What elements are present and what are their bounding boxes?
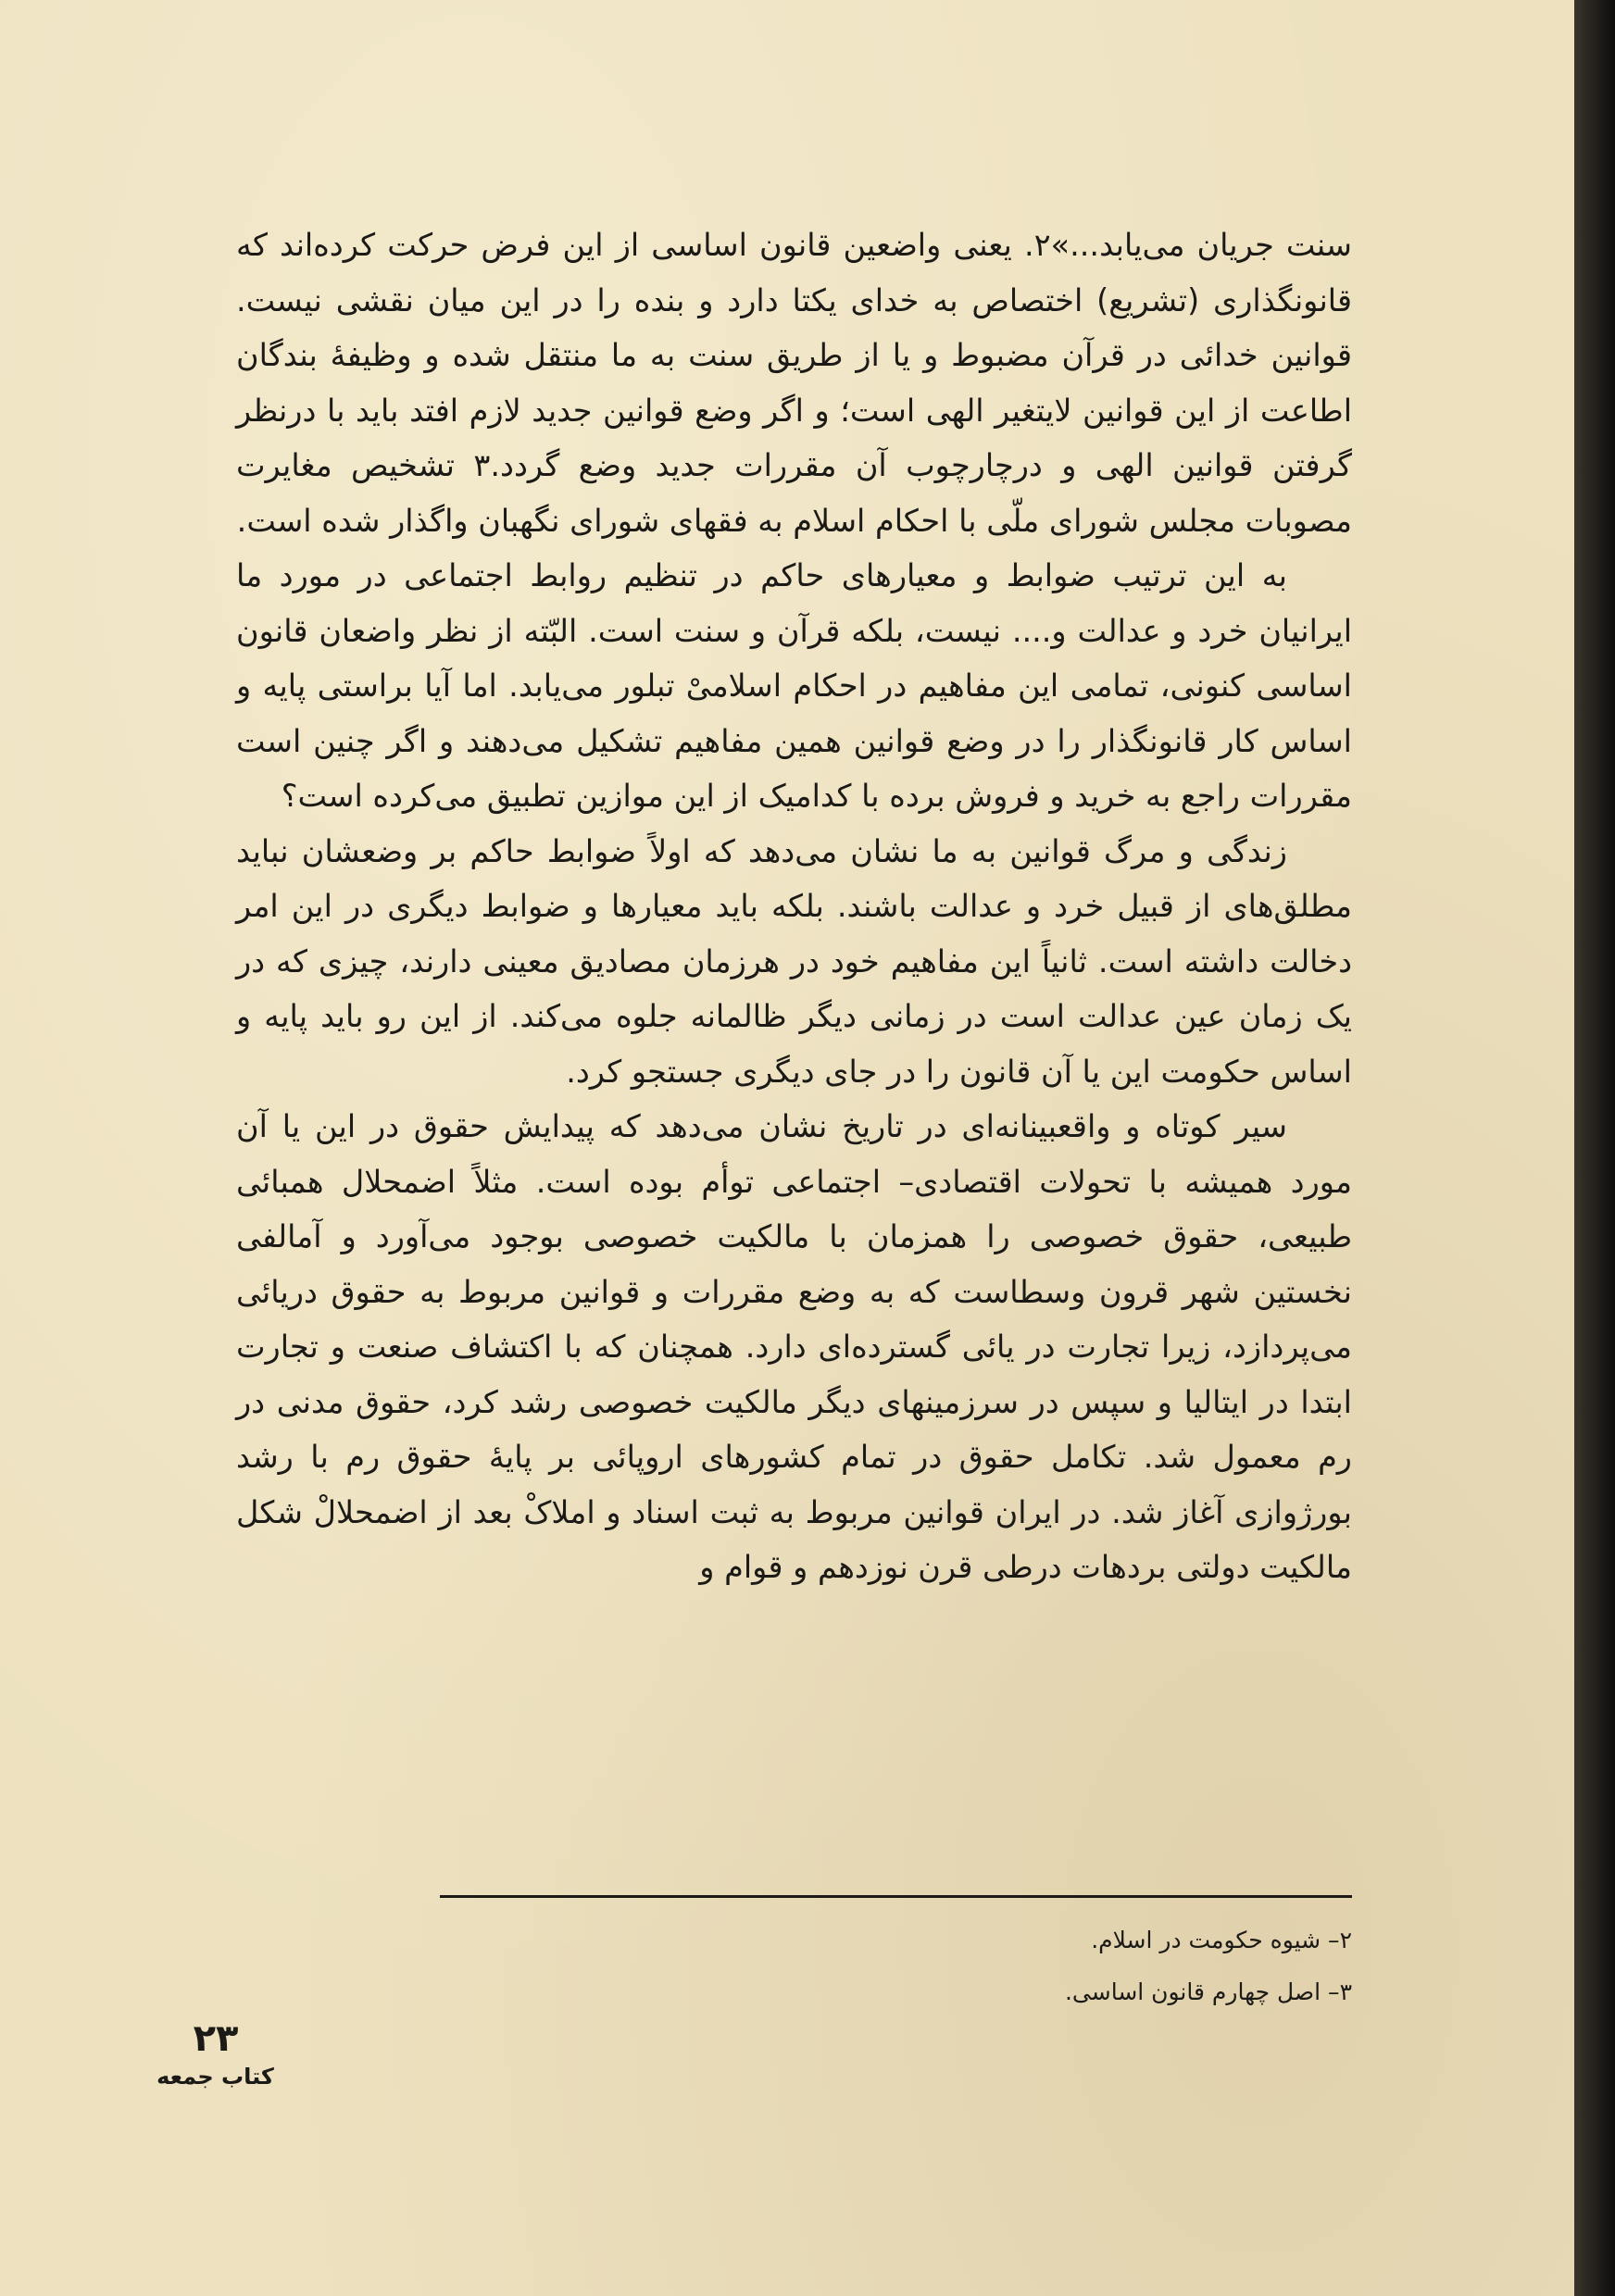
footnote: ٢– شیوه حکومت در اسلام.	[1091, 1927, 1352, 1953]
footnotes	[440, 1915, 1352, 2018]
paragraph: سیر کوتاه و واقعبینانه‌ای در تاریخ نشان می‌دهد که پیدایش حقوق در این یا آن مورد همیشه با تحولات اقتصادی– اجتماعی توأم بوده است. مثلاً اضمحلال همبائی طبیعی، حقوق خصوصی را همزمان با مالکیت خصوصی بوجود می‌آورد و آمالفی نخستین شهر قرون وسطاست که به وضع مقررات و قوانین مربوط به حقوق دریائی می‌پردازد، زیرا تجارت در یائی گسترده‌ای دارد. همچنان که با اکتشاف صنعت و تجارت ابتدا در ایتالیا و سپس در سرزمینهای دیگر مالکیت خصوصی رشد کرد، حقوق مدنی در رم معمول شد. تکامل حقوق در تمام کشورهای اروپائی بر پایهٔ حقوق رم با رشد بورژوازی آغاز شد. در ایران قوانین مربوط به ثبت اسناد و املاکْ بعد از اضمحلالْ شکل مالکیت دولتی بردهات درطی قرن نوزدهم و قوام و	[236, 1108, 1352, 1585]
paragraph: سنت جریان می‌یابد...»‏٢. یعنی واضعین قانون اساسی از این فرض حرکت کرده‌اند که قانونگذاری (تشریع) اختصاص به خدای یکتا دارد و بنده را در این میان نقشی نیست. قوانین خدائی در قرآن مضبوط و یا از طریق سنت به ما منتقل شده و وظیفهٔ بندگان اطاعت از این قوانین لایتغیر الهی است؛ و اگر وضع قوانین جدید لازم افتد باید با درنظر گرفتن قوانین الهی و درچارچوب آن مقررات جدید وضع گردد.٣ تشخیص مغایرت مصوبات مجلس شورای ملّی با احکام اسلام به فقهای شورای نگهبان واگذار شده است.	[236, 227, 1352, 539]
body-text	[236, 218, 1352, 1595]
paragraph: به این ترتیب ضوابط و معیارهای حاکم در تنظیم روابط اجتماعی در مورد ما ایرانیان خرد و عدالت و.... نیست، بلکه قرآن و سنت است. البّته از نظر واضعان قانون اساسی کنونی، تمامی این مفاهیم در احکام اسلامیْ تبلور می‌یابد. اما آیا براستی پایه و اساس کار قانونگذار را در وضع قوانین همین مفاهیم تشکیل می‌دهند و اگر چنین است مقررات راجع به خرید و فروش برده با کدامیک از این موازین تطبیق می‌کرده است؟	[236, 557, 1352, 814]
scan-background-edge	[1574, 0, 1615, 2296]
footnote-divider	[440, 1895, 1352, 1898]
page-number: ٢٣	[193, 2017, 239, 2060]
publication-name: کتاب جمعه	[156, 2064, 274, 2090]
paragraph: زندگی و مرگ قوانین به ما نشان می‌دهد که اولاً ضوابط حاکم بر وضعشان نباید مطلق‌های از قبیل خرد و عدالت باشند. بلکه باید معیارها و ضوابط دیگری در این امر دخالت داشته است. ثانیاً این مفاهیم خود در هرزمان مصادیق معینی دارند، چیزی که در یک زمان عین عدالت است در زمانی دیگر ظالمانه جلوه می‌کند. از این رو باید پایه و اساس حکومت این یا آن قانون را در جای دیگری جستجو کرد.	[236, 832, 1352, 1090]
footnote: ٣– اصل چهارم قانون اساسی.	[1064, 1978, 1352, 2005]
